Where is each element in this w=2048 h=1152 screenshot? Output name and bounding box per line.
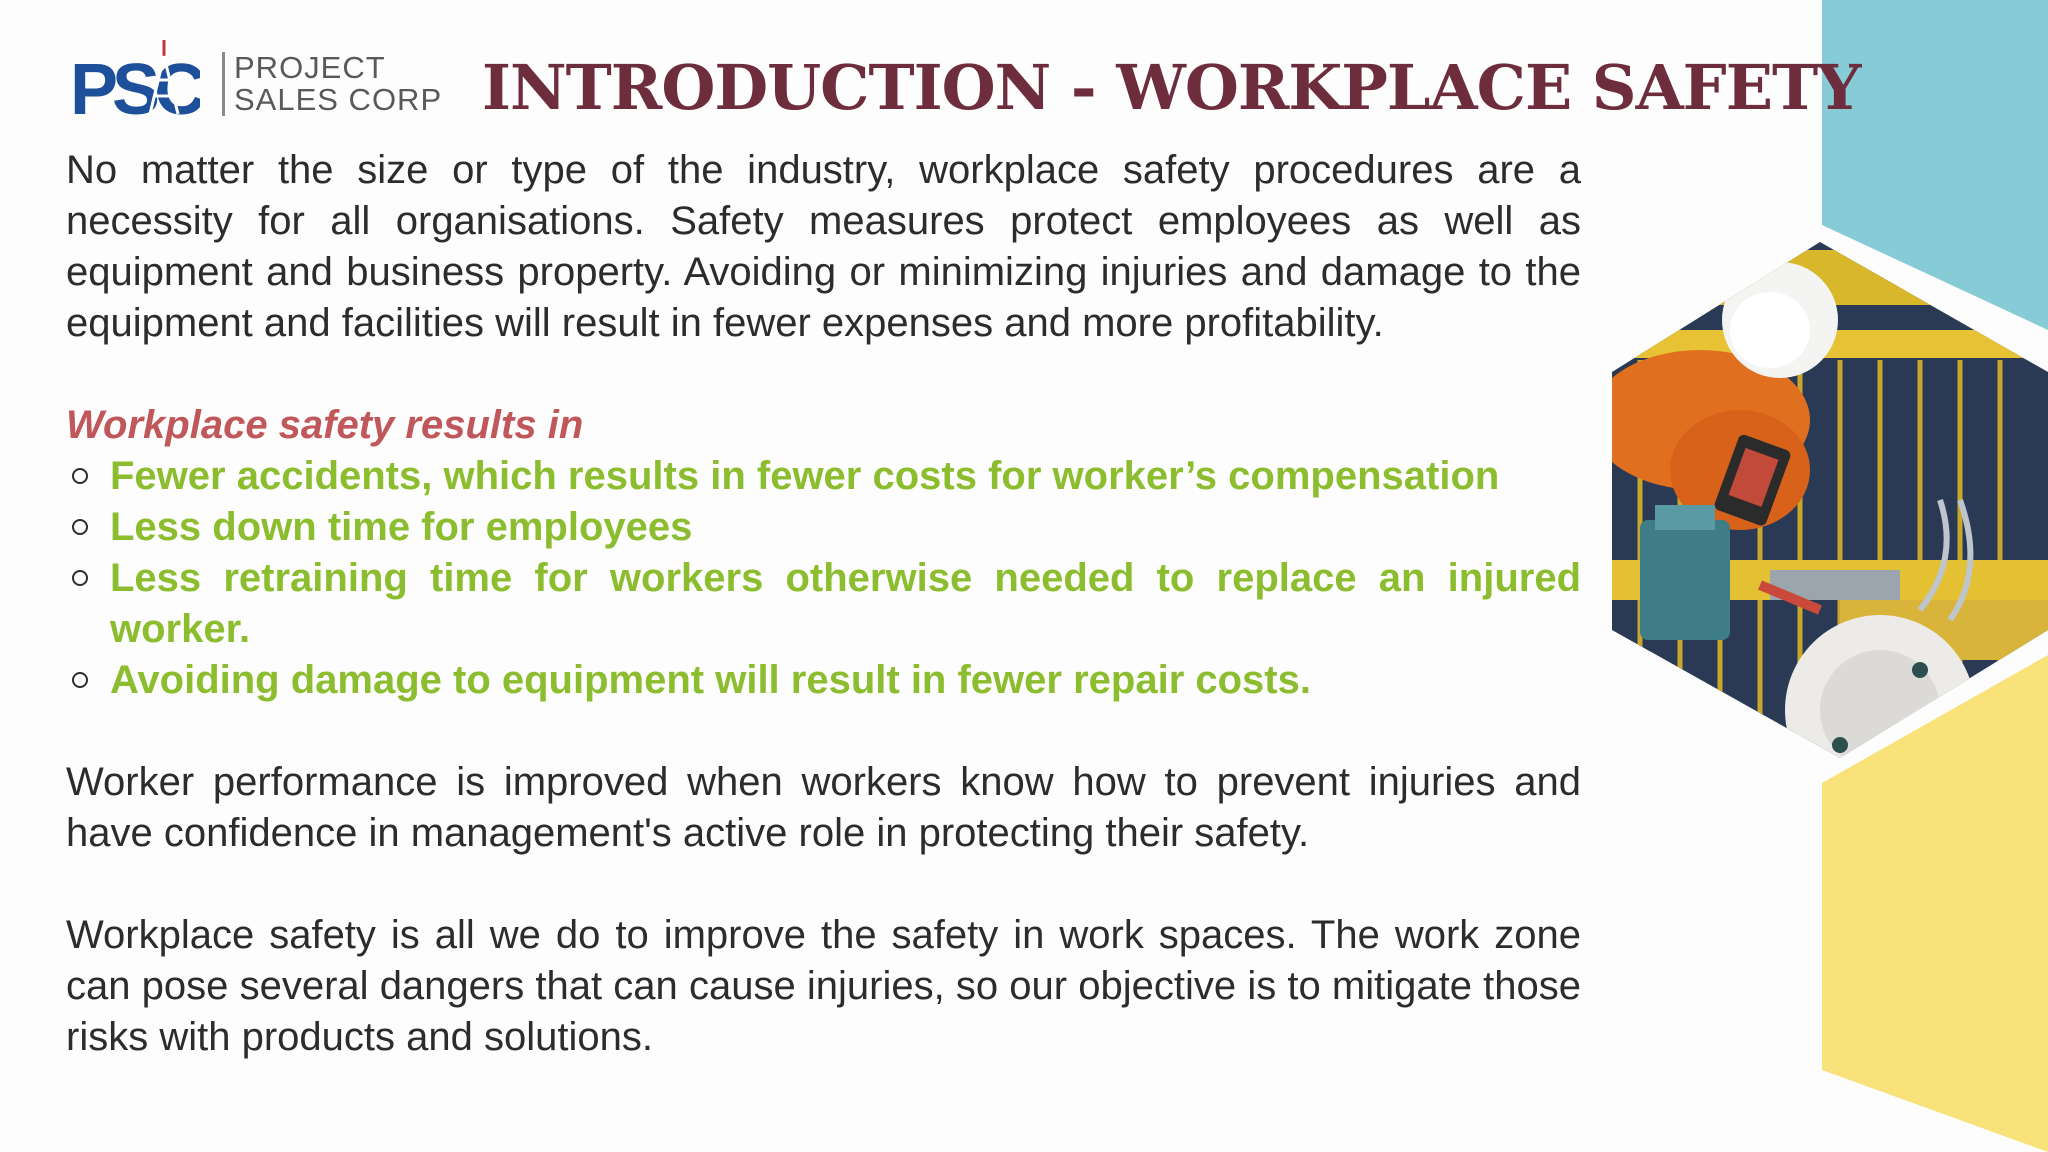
logo-line-2: SALES CORP: [234, 82, 443, 117]
list-item-text: Less retraining time for workers otherwise needed to replace an injured worker.: [110, 556, 1581, 651]
list-item-text: Avoiding damage to equipment will result in fewer repair costs.: [110, 658, 1311, 702]
list-item-text: Less down time for employees: [110, 505, 693, 549]
intro-paragraph: No matter the size or type of the industry, workplace safety procedures are a necessity for all organisations. Safety measures protect employees as well as equipment and business property. Avoiding or minimizing injuries and damage to the equipment and facilities will result in fewer expenses and more profitability.: [66, 148, 1581, 345]
spacer: [66, 859, 1581, 910]
slide-title: INTRODUCTION - WORKPLACE SAFETY: [482, 51, 1861, 124]
benefits-list: [66, 451, 1581, 706]
list-item: [66, 502, 1581, 553]
logo-wordmark: [222, 52, 442, 116]
list-item: [66, 451, 1581, 502]
results-heading: Workplace safety results in: [66, 403, 584, 447]
svg-text:PSC: PSC: [70, 50, 200, 124]
performance-paragraph: Worker performance is improved when workers know how to prevent injuries and have confidence in management's active role in protecting their safety.: [66, 760, 1581, 855]
bullet-icon: [72, 570, 88, 586]
psc-logo-mark: [70, 38, 200, 124]
list-item: [66, 655, 1581, 706]
company-logo: [70, 38, 450, 124]
list-item: [66, 553, 1581, 655]
spacer: [66, 706, 1581, 757]
bullet-icon: [72, 672, 88, 688]
bullet-icon: [72, 468, 88, 484]
bullet-icon: [72, 519, 88, 535]
list-item-text: Fewer accidents, which results in fewer costs for worker’s compensation: [110, 454, 1500, 498]
logo-line-1: PROJECT: [234, 50, 386, 85]
closing-paragraph: Workplace safety is all we do to improve the safety in work spaces. The work zone can pose several dangers that can cause injuries, so our objective is to mitigate those risks with products and solutions.: [66, 913, 1581, 1059]
spacer: [66, 349, 1581, 400]
slide-body: [66, 145, 1581, 1063]
